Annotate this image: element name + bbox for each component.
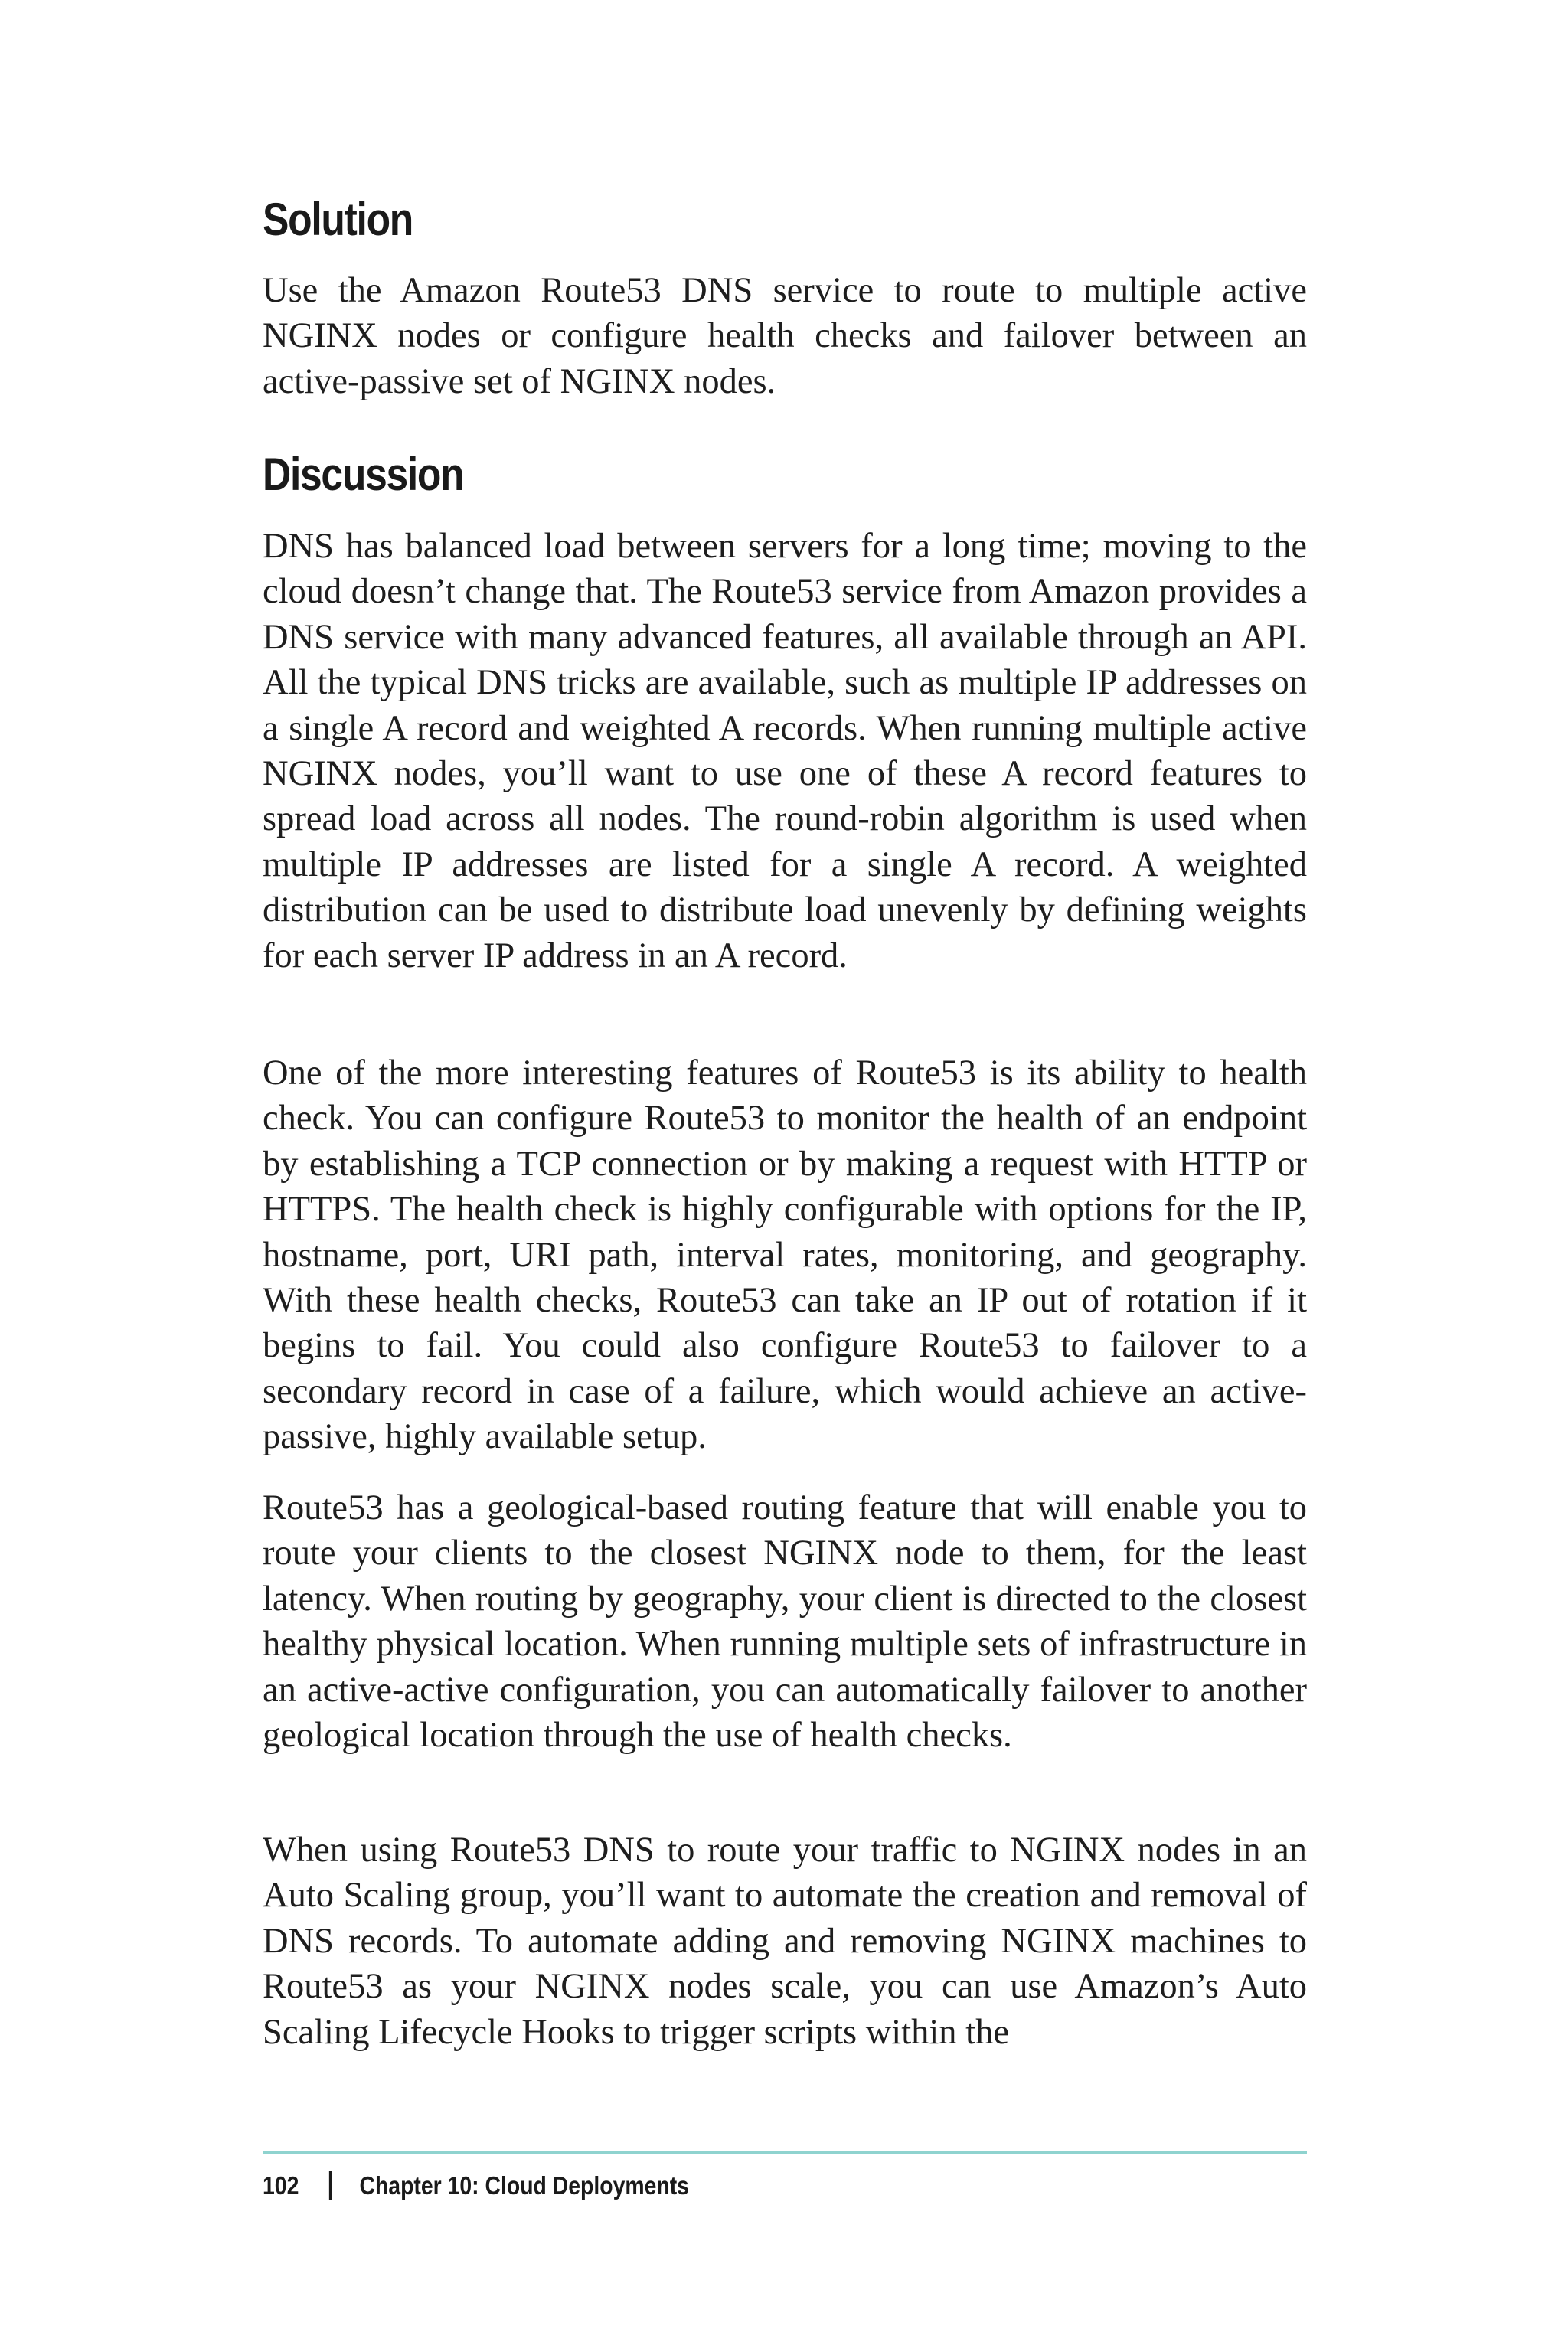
discussion-paragraph: DNS has balanced load between servers for a long time; moving to the cloud doesn’t change that. The Route53 service from Amazon provides a DNS service with many advanced features, all available through an API. All the typical DNS tricks are available, such as multiple IP addresses on a single A record and weighted A records. When running multiple active NGINX nodes, you’ll want to use one of these A record features to spread load across all nodes. The round-robin algorithm is used when multiple IP addresses are listed for a single A record. A weighted distribution can be used to distribute load unevenly by defining weights for each server IP address in an A record. (263, 527, 1307, 975)
page-footer (263, 2167, 689, 2205)
discussion-paragraph: Route53 has a geological-based routing feature that will enable you to route your clients to the closest NGINX node to them, for the least latency. When routing by geography, your client is directed to the closest healthy physical location. When running multiple sets of infrastructure in an active-active configuration, you can automatically failover to another geological location through the use of health checks. (263, 1488, 1307, 1756)
footer-rule (263, 2151, 1307, 2154)
solution-heading: Solution (263, 194, 413, 245)
solution-paragraph: Use the Amazon Route53 DNS service to route to multiple active NGINX nodes or configure health checks and failover between an active-passive set of NGINX nodes. (263, 271, 1307, 401)
discussion-heading: Discussion (263, 449, 464, 500)
chapter-title: Chapter 10: Cloud Deployments (359, 2171, 689, 2200)
discussion-paragraph: When using Route53 DNS to route your traffic to NGINX nodes in an Auto Scaling group, you’ll want to automate the creation and removal of DNS records. To automate adding and removing NGINX machines to Route53 as your NGINX nodes scale, you can use Amazon’s Auto Scaling Lifecycle Hooks to trigger scripts within the (263, 1831, 1307, 2052)
footer-separator (329, 2171, 332, 2200)
discussion-paragraph: One of the more interesting features of Route53 is its ability to health check. You can configure Route53 to monitor the health of an endpoint by establishing a TCP connection or by making a request with HTTP or HTTPS. The health check is highly configurable with options for the IP, hostname, port, URI path, interval rates, monitoring, and geography. With these health checks, Route53 can take an IP out of rotation if it begins to fail. You could also configure Route53 to failover to a secondary record in case of a failure, which would achieve an active-passive, highly available setup. (263, 1054, 1307, 1457)
book-page (263, 0, 1307, 2352)
page-number: 102 (263, 2171, 299, 2200)
